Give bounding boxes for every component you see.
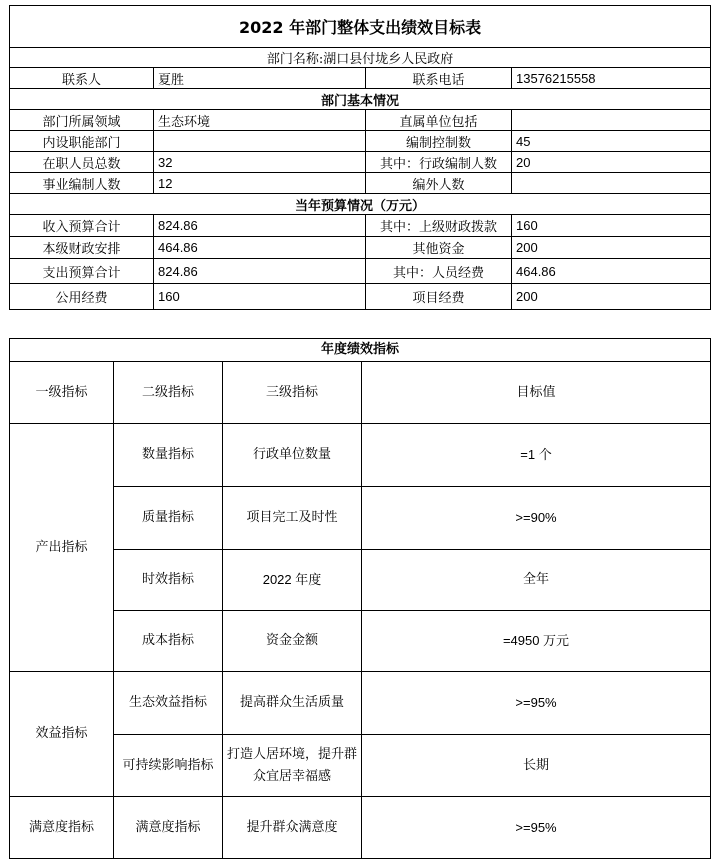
basic-label: 编外人数 [366,173,512,194]
level2-cell: 生态效益指标 [114,672,223,735]
basic-label: 其中：行政编制人数 [366,152,512,173]
level2-cell: 数量指标 [114,424,223,487]
basic-label: 部门所属领域 [10,110,154,131]
budget-label: 公用经费 [10,284,154,310]
basic-value [512,110,711,131]
basic-value: 32 [154,152,366,173]
level2-cell: 可持续影响指标 [114,735,223,797]
budget-value: 824.86 [154,215,366,237]
target-cell: >=95% [362,672,711,735]
basic-section-header: 部门基本情况 [10,89,711,110]
column-header-level2: 二级指标 [114,362,223,424]
budget-value: 464.86 [154,237,366,259]
basic-value: 20 [512,152,711,173]
column-header-target: 目标值 [362,362,711,424]
level3-cell: 提高群众生活质量 [223,672,362,735]
column-header-level3: 三级指标 [223,362,362,424]
level3-cell: 提升群众满意度 [223,797,362,859]
contact-label: 联系人 [10,68,154,89]
budget-section-header: 当年预算情况（万元） [10,194,711,215]
basic-label: 在职人员总数 [10,152,154,173]
basic-info-table [9,5,711,310]
budget-value: 200 [512,237,711,259]
target-cell: >=90% [362,487,711,550]
target-cell: >=95% [362,797,711,859]
level2-cell: 成本指标 [114,611,223,672]
phone-label: 联系电话 [366,68,512,89]
budget-value: 824.86 [154,259,366,284]
phone-value: 13576215558 [512,68,711,89]
target-cell: 长期 [362,735,711,797]
basic-label: 事业编制人数 [10,173,154,194]
budget-label: 支出预算合计 [10,259,154,284]
performance-table [9,338,711,859]
basic-label: 内设职能部门 [10,131,154,152]
level3-cell: 行政单位数量 [223,424,362,487]
budget-value: 200 [512,284,711,310]
budget-label: 其中：人员经费 [366,259,512,284]
level2-cell: 满意度指标 [114,797,223,859]
budget-value: 160 [512,215,711,237]
page-title: 2022 年部门整体支出绩效目标表 [10,6,711,48]
contact-value: 夏胜 [154,68,366,89]
level3-cell: 项目完工及时性 [223,487,362,550]
budget-label: 其他资金 [366,237,512,259]
department-name: 部门名称:湖口县付垅乡人民政府 [10,48,711,68]
level3-cell: 资金金额 [223,611,362,672]
budget-label: 其中：上级财政拨款 [366,215,512,237]
budget-label: 收入预算合计 [10,215,154,237]
performance-section-header: 年度绩效指标 [10,339,711,362]
target-cell: =1 个 [362,424,711,487]
basic-value [512,173,711,194]
basic-value [154,131,366,152]
basic-value: 12 [154,173,366,194]
basic-value: 45 [512,131,711,152]
budget-value: 464.86 [512,259,711,284]
level3-cell: 2022 年度 [223,550,362,611]
level2-cell: 时效指标 [114,550,223,611]
level1-satisfaction: 满意度指标 [10,797,114,859]
target-cell: =4950 万元 [362,611,711,672]
basic-label: 编制控制数 [366,131,512,152]
target-cell: 全年 [362,550,711,611]
basic-value: 生态环境 [154,110,366,131]
budget-value: 160 [154,284,366,310]
column-header-level1: 一级指标 [10,362,114,424]
level2-cell: 质量指标 [114,487,223,550]
level3-cell: 打造人居环境，提升群众宜居幸福感 [223,735,362,797]
budget-label: 本级财政安排 [10,237,154,259]
budget-label: 项目经费 [366,284,512,310]
level1-output: 产出指标 [10,424,114,672]
level1-benefit: 效益指标 [10,672,114,797]
basic-label: 直属单位包括 [366,110,512,131]
